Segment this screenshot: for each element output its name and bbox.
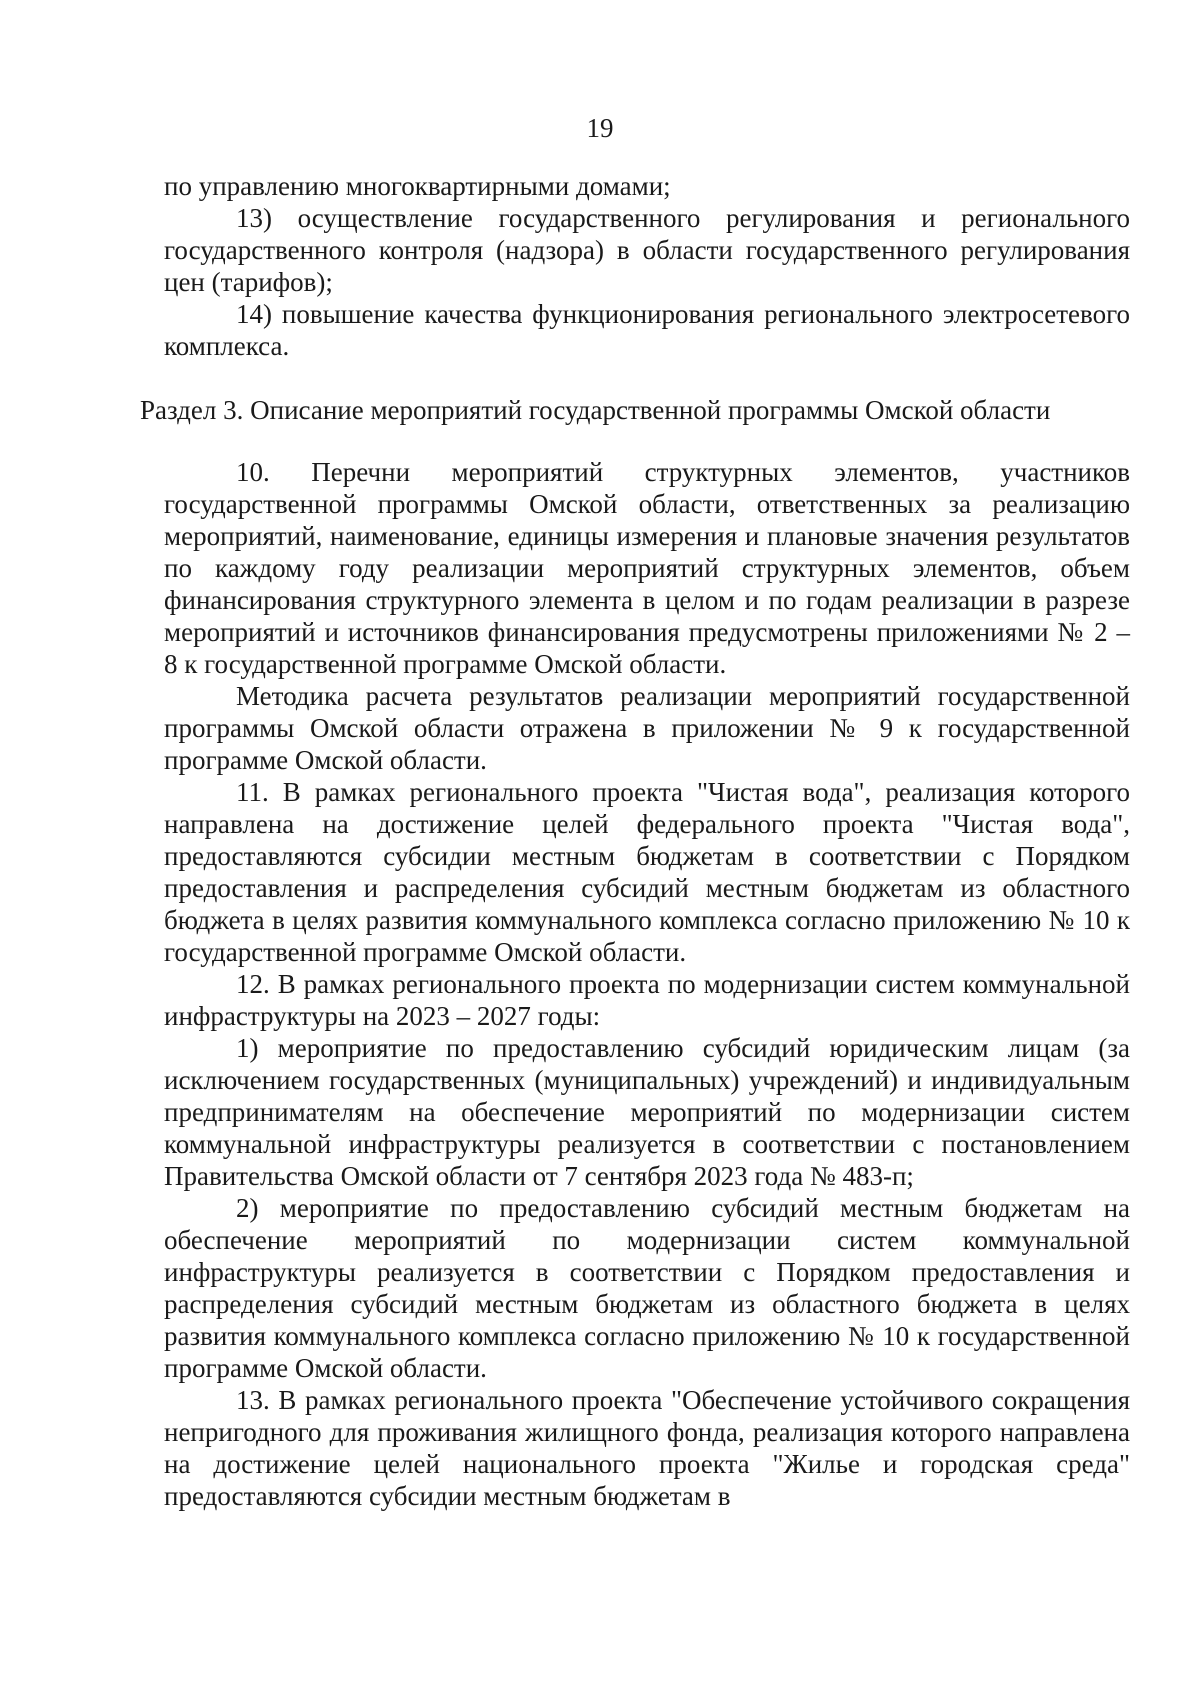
paragraph-12: 12. В рамках регионального проекта по модернизации систем коммунальной инфраструктуры на 2023 – 2027 годы: [164,969,1130,1031]
page-number: 19 [586,113,614,143]
paragraph-12-item-1: 1) мероприятие по предоставлению субсидий юридическим лицам (за исключением государственных (муниципальных) учреждений) и индивидуальным предпринимателям на обеспечение мероприятий по модернизации систем коммунальной инфраструктуры реализуется в соответствии с постановлением Правительства Омской области от 7 сентября 2023 года № 483-п; [164,1033,1130,1191]
section-heading: Раздел 3. Описание мероприятий государственной программы Омской области [140,395,1051,425]
list-item-13: 13) осуществление государственного регулирования и регионального государственного контроля (надзора) в области государственного регулирования цен (тарифов); [164,203,1130,297]
paragraph-13: 13. В рамках регионального проекта "Обеспечение устойчивого сокращения непригодного для проживания жилищного фонда, реализация которого направлена на достижение целей национального проекта "Жилье и городская среда" предоставляются субсидии местным бюджетам в [164,1385,1130,1511]
paragraph-10-methodology: Методика расчета результатов реализации мероприятий государственной программы Омской области отражена в приложении № 9 к государственной программе Омской области. [164,681,1130,775]
paragraph-11: 11. В рамках регионального проекта "Чистая вода", реализация которого направлена на достижение целей федерального проекта "Чистая вода", предоставляются субсидии местным бюджетам в соответствии с Порядком предоставления и распределения субсидий местным бюджетам из областного бюджета в целях развития коммунального комплекса согласно приложению № 10 к государственной программе Омской области. [164,777,1130,967]
paragraph-12-item-2: 2) мероприятие по предоставлению субсидий местным бюджетам на обеспечение мероприятий по модернизации систем коммунальной инфраструктуры реализуется в соответствии с Порядком предоставления и распределения субсидий местным бюджетам из областного бюджета в целях развития коммунального комплекса согласно приложению № 10 к государственной программе Омской области. [164,1193,1130,1383]
paragraph-10: 10. Перечни мероприятий структурных элементов, участников государственной программы Омской области, ответственных за реализацию мероприятий, наименование, единицы измерения и плановые значения результатов по каждому году реализации мероприятий структурных элементов, объем финансирования структурного элемента в целом и по годам реализации в разрезе мероприятий и источников финансирования предусмотрены приложениями № 2 – 8 к государственной программе Омской области. [164,457,1130,679]
paragraph-continuation: по управлению многоквартирными домами; [164,171,671,201]
list-item-14: 14) повышение качества функционирования регионального электросетевого комплекса. [164,299,1130,361]
document-body [140,170,1130,1512]
